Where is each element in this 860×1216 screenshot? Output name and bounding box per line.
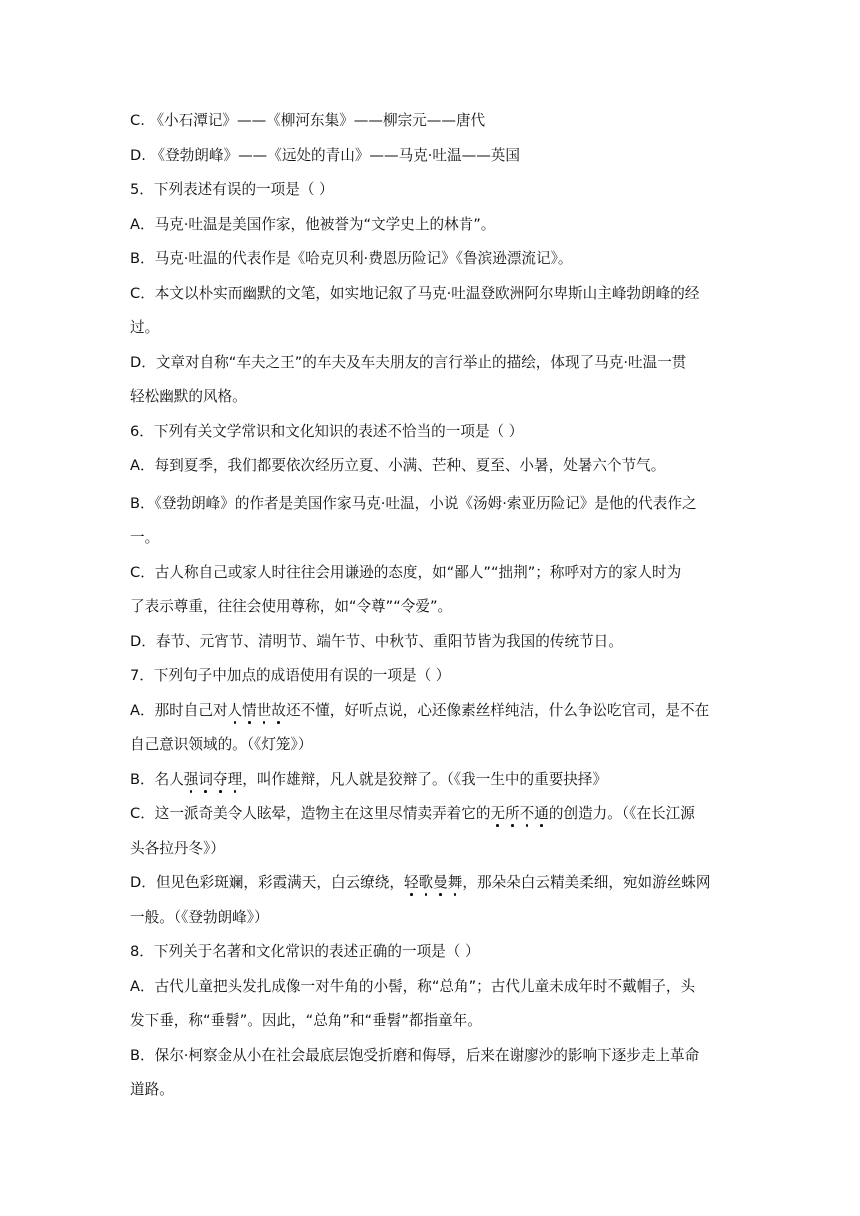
- option-8b: B．保尔·柯察金从小在社会最底层饱受折磨和侮辱，后来在谢廖沙的影响下逐步走上革命: [130, 1046, 700, 1064]
- document-body: [130, 104, 730, 1108]
- emphasis-dot-char: 曼: [433, 874, 448, 891]
- option-7a-tail: 还不懂，好听点说，心还像素丝样纯洁，什么争讼吃官司，是不在: [285, 701, 710, 719]
- option-4c: C. 《小石潭记》——《柳河东集》——柳宗元——唐代: [130, 112, 486, 129]
- option-7a: [130, 694, 730, 729]
- option-6a: A．每到夏季，我们都要依次经历立夏、小满、芒种、夏至、小暑，处暑六个节气。: [130, 457, 666, 474]
- option-6d: D．春节、元宵节、清明节、端午节、中秋节、重阳节皆为我国的传统节日。: [130, 632, 623, 650]
- option-6c: C．古人称自己或家人时往往会用谦逊的态度，如“鄙人”“拙荆”；称呼对方的家人时为: [130, 563, 682, 581]
- question-6: 6．下列有关文学常识和文化知识的表述不恰当的一项是（ ）: [130, 422, 524, 440]
- emphasis-dot-char: 强: [183, 770, 199, 788]
- option-7d: [130, 866, 730, 901]
- emphasis-dot-char: 理: [227, 770, 243, 788]
- option-7c: [130, 797, 730, 832]
- emphasis-dot-char: 无: [490, 805, 506, 822]
- option-4d: D. 《登勃朗峰》——《远处的青山》——马克·吐温——英国: [130, 146, 520, 164]
- emphasis-dot-char: 情: [242, 701, 257, 719]
- option-5c: C．本文以朴实而幽默的文笔，如实地记叙了马克·吐温登欧洲阿尔卑斯山主峰勃朗峰的经: [130, 284, 700, 302]
- emphasis-dot-char: 人: [227, 701, 243, 719]
- dotted-idiom-7b: [184, 771, 242, 788]
- dotted-idiom-7c: [490, 805, 548, 822]
- option-5b: B．马克·吐温的代表作是《哈克贝利·费恩历险记》《鲁滨逊漂流记》。: [130, 250, 573, 267]
- option-7a-cont: 自己意识领域的。（《灯笼》）: [130, 736, 313, 753]
- emphasis-dot-char: 词: [198, 770, 214, 788]
- emphasis-dot-char: 所: [505, 805, 520, 822]
- option-7c-cont: 头各拉丹冬》）: [130, 839, 225, 857]
- option-5c-cont: 过。: [130, 319, 160, 336]
- option-6b-cont: 一。: [130, 529, 160, 546]
- option-8a-cont: 发下垂，称“垂髫”。因此，“总角”和“垂髫”都指童年。: [130, 1012, 482, 1029]
- question-8: 8．下列关于名著和文化常识的表述正确的一项是（ ）: [130, 943, 480, 960]
- option-6b: B．《登勃朗峰》的作者是美国作家马克·吐温，小说《汤姆·索亚历险记》是他的代表作之: [130, 494, 697, 512]
- emphasis-dot-char: 不: [519, 805, 535, 822]
- option-7d-lead: D．但见色彩斑斓，彩霞满天，白云缭绕，: [130, 874, 404, 891]
- option-7a-lead: A．那时自己对: [130, 701, 228, 719]
- option-8a: A．古代儿童把头发扎成像一对牛角的小髻，称“总角”；古代儿童未成年时不戴帽子，头: [130, 977, 696, 995]
- dotted-idiom-7d: [404, 874, 462, 891]
- emphasis-dot-char: 故: [271, 701, 286, 719]
- option-7c-tail: 的创造力。（《在长江源: [548, 805, 695, 822]
- option-7b: [130, 763, 730, 798]
- option-7c-lead: C．这一派奇美令人眩晕，造物主在这里尽情卖弄着它的: [130, 805, 491, 822]
- option-7b-lead: B．名人: [130, 770, 184, 788]
- option-8b-cont: 道路。: [130, 1081, 174, 1098]
- option-5d-cont: 轻松幽默的风格。: [130, 388, 247, 405]
- option-5d: D．文章对自称“车夫之王”的车夫及车夫朋友的言行举止的描绘，体现了马克·吐温一贯: [130, 353, 687, 371]
- option-6c-cont: 了表示尊重，往往会使用尊称，如“令尊”“令爱”。: [130, 598, 453, 615]
- emphasis-dot-char: 舞: [447, 874, 463, 891]
- option-7d-cont: 一般。（《登勃朗峰》）: [130, 908, 269, 926]
- question-5: 5．下列表述有误的一项是（ ）: [130, 181, 334, 198]
- emphasis-dot-char: 通: [534, 805, 549, 822]
- emphasis-dot-char: 歌: [418, 874, 434, 891]
- emphasis-dot-char: 世: [256, 701, 272, 719]
- emphasis-dot-char: 夺: [213, 770, 228, 788]
- option-5a: A．马克·吐温是美国作家，他被誉为“文学史上的林肯”。: [130, 215, 496, 233]
- question-7: 7．下列句子中加点的成语使用有误的一项是（ ）: [130, 667, 451, 684]
- dotted-idiom-7a: [228, 702, 286, 719]
- option-7d-tail: ，那朵朵白云精美柔细，宛如游丝蛛网: [462, 874, 711, 891]
- emphasis-dot-char: 轻: [403, 874, 419, 891]
- option-7b-tail: ，叫作雄辩，凡人就是狡辩了。（《我一生中的重要抉择》: [242, 770, 608, 788]
